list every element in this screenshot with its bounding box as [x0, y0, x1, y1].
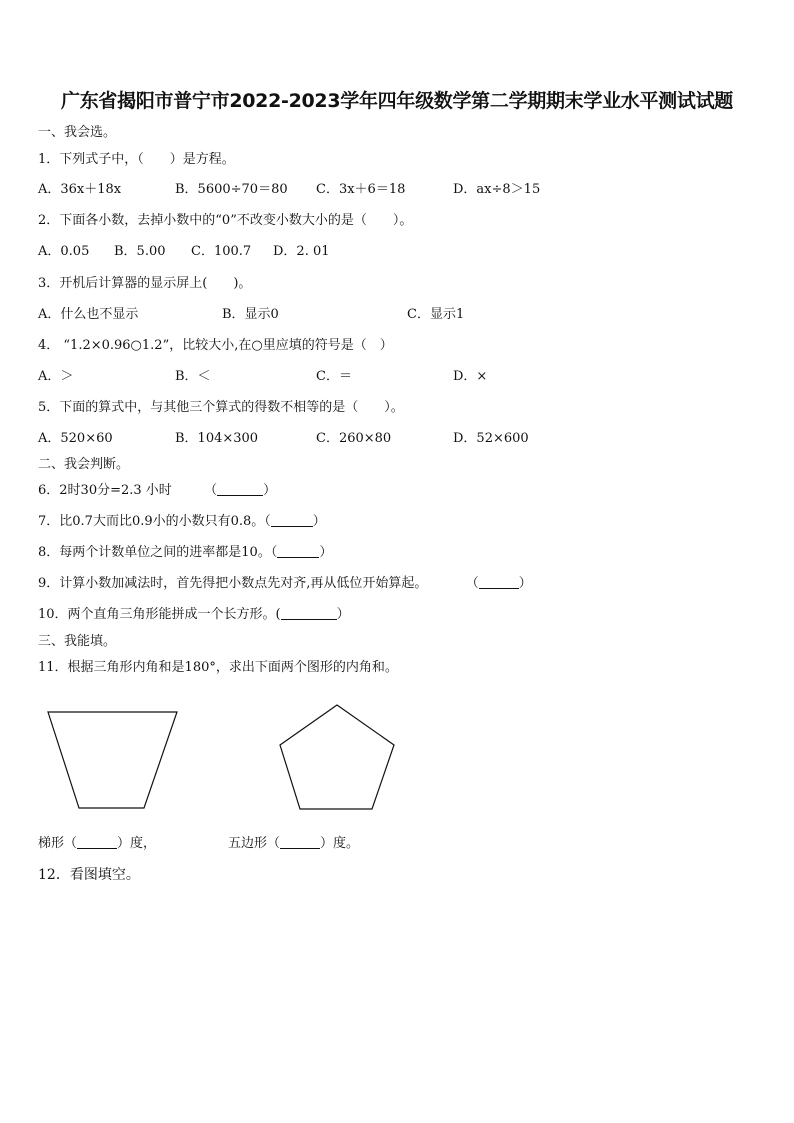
- trapezoid-figure: [46, 710, 180, 810]
- q2-option-a: A．0.05: [38, 244, 90, 259]
- pentagon-shape: [280, 705, 394, 809]
- q4-option-c: C．＝: [316, 369, 352, 384]
- question-1-stem: 1．下列式子中，（ ）是方程。: [38, 152, 235, 167]
- question-8-text: 8．每两个计数单位之间的进率都是10。（: [38, 545, 278, 560]
- q4-option-a: A．＞: [38, 369, 74, 384]
- question-9-text: 9．计算小数加减法时，首先得把小数点先对齐,再从低位开始算起。: [38, 576, 428, 591]
- trapezoid-answer-blank[interactable]: [77, 836, 117, 849]
- question-7: [38, 510, 326, 529]
- q1-option-d: D．ax÷8＞15: [453, 182, 541, 197]
- question-3-stem: 3．开机后计算器的显示屏上( )。: [38, 276, 252, 291]
- question-2-stem: 2．下面各小数，去掉小数中的“0”不改变小数大小的是（ ）。: [38, 213, 413, 228]
- section-heading-3: 三、我能填。: [38, 634, 117, 649]
- question-5-stem: 5．下面的算式中，与其他三个算式的得数不相等的是（ ）。: [38, 400, 404, 415]
- question-10-text: 10．两个直角三角形能拼成一个长方形。(: [38, 607, 281, 622]
- q2-option-c: C．100.7: [191, 244, 252, 259]
- q6-close-paren: ）: [263, 483, 277, 498]
- question-9: [38, 572, 532, 591]
- question-4-stem: 4． “1.2×0.96○1.2”，比较大小,在○里应填的符号是（ ）: [38, 338, 393, 353]
- trapezoid-unit: ）度，: [117, 836, 157, 851]
- question-12-stem: 12．看图填空。: [38, 867, 140, 883]
- q1-option-c: C．3x＋6＝18: [316, 182, 406, 197]
- q1-option-a: A．36x＋18x: [38, 182, 122, 197]
- question-6: [38, 479, 276, 498]
- section-heading-1: 一、我会选。: [38, 125, 117, 140]
- q8-answer-blank[interactable]: [277, 545, 319, 558]
- q2-option-d: D．2. 01: [273, 244, 330, 259]
- q5-option-b: B．104×300: [175, 431, 259, 446]
- q4-option-b: B．＜: [175, 369, 211, 384]
- question-10: [38, 603, 350, 622]
- q10-answer-blank[interactable]: [281, 607, 337, 620]
- question-6-text: 6．2时30分=2.3 小时: [38, 483, 172, 498]
- question-11-stem: 11．根据三角形内角和是180°，求出下面两个图形的内角和。: [38, 660, 398, 675]
- q6-open-paren: （: [204, 483, 218, 498]
- pentagon-figure: [278, 703, 398, 813]
- q4-option-d: D．×: [453, 369, 488, 384]
- pentagon-label: 五边形（: [228, 836, 281, 851]
- q1-option-b: B．5600÷70＝80: [175, 182, 288, 197]
- trapezoid-label: 梯形（: [38, 836, 78, 851]
- q3-option-a: A．什么也不显示: [38, 307, 139, 322]
- q9-close-paren: ）: [518, 576, 532, 591]
- question-7-text: 7．比0.7大而比0.9小的小数只有0.8。（: [38, 514, 271, 529]
- q8-close-paren: ）: [319, 545, 333, 560]
- trapezoid-answer: [38, 832, 156, 851]
- trapezoid-shape: [48, 712, 177, 808]
- q6-answer-blank[interactable]: [217, 483, 263, 496]
- q7-close-paren: ）: [312, 514, 326, 529]
- pentagon-answer: [228, 832, 359, 851]
- section-heading-2: 二、我会判断。: [38, 457, 130, 472]
- q5-option-c: C．260×80: [316, 431, 392, 446]
- q3-option-c: C．显示1: [407, 307, 465, 322]
- q7-answer-blank[interactable]: [271, 514, 313, 527]
- q10-close-paren: ）: [336, 607, 350, 622]
- q9-open-paren: （: [465, 576, 479, 591]
- q2-option-b: B．5.00: [114, 244, 166, 259]
- q5-option-a: A．520×60: [38, 431, 113, 446]
- q5-option-d: D．52×600: [453, 431, 529, 446]
- pentagon-unit: ）度。: [320, 836, 360, 851]
- question-8: [38, 541, 332, 560]
- q9-answer-blank[interactable]: [479, 576, 519, 589]
- page-title: 广东省揭阳市普宁市2022-2023学年四年级数学第二学期期末学业水平测试试题: [61, 90, 733, 112]
- q3-option-b: B．显示0: [222, 307, 279, 322]
- pentagon-answer-blank[interactable]: [280, 836, 320, 849]
